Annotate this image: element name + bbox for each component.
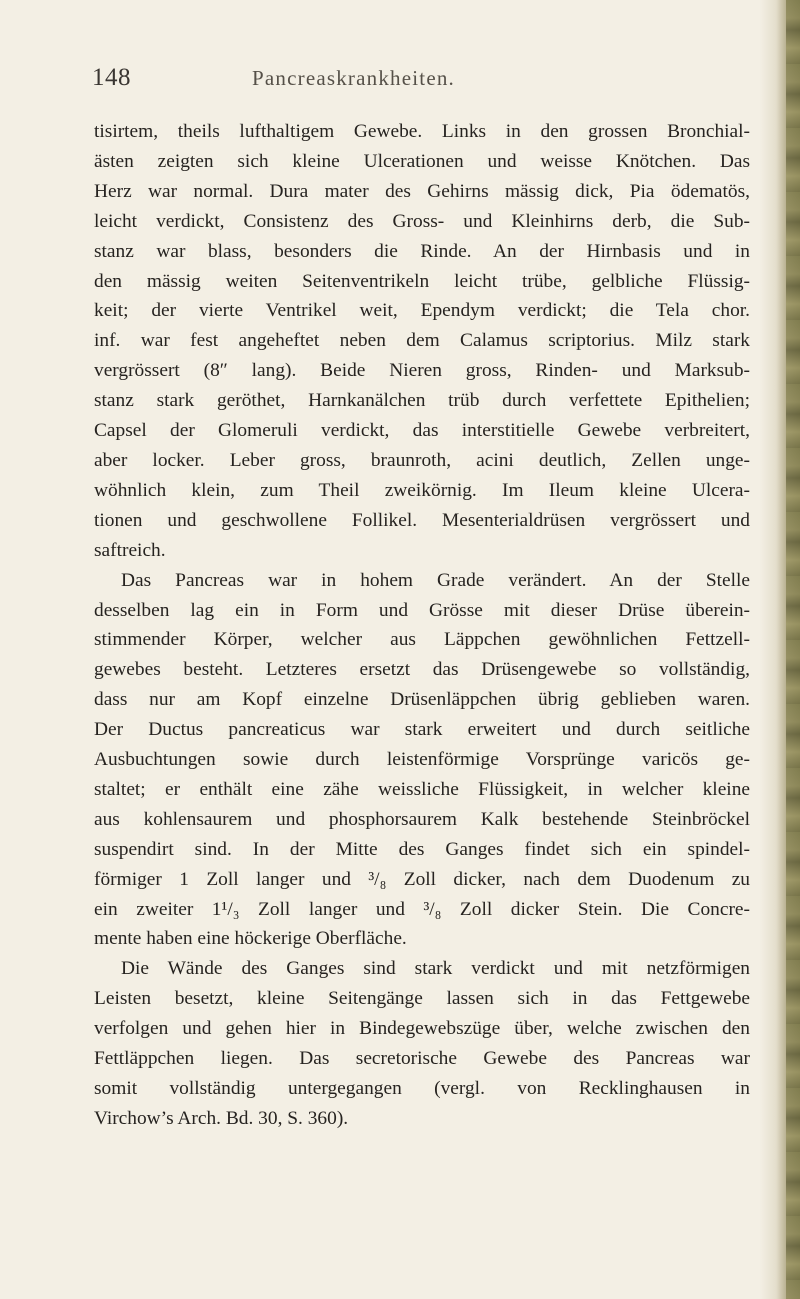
text-line: dass nur am Kopf einzelne Drüsenläppchen übrig geblieben waren. xyxy=(94,689,750,711)
text-line: Das Pancreas war in hohem Grade verändert. An der Stelle xyxy=(121,569,750,591)
text-line: gewebes besteht. Letzteres ersetzt das Drüsengewebe so vollständig, xyxy=(94,659,750,681)
text-line: Die Wände des Ganges sind stark verdickt und mit netzförmigen xyxy=(121,958,750,980)
text-line: wöhnlich klein, zum Theil zweikörnig. Im Ileum kleine Ulcera- xyxy=(94,479,750,501)
text-line: somit vollständig untergegangen (vergl. von Recklinghausen in xyxy=(94,1078,750,1099)
text-line: förmiger 1 Zoll langer und ³/₈ Zoll dicker, nach dem Duodenum zu xyxy=(94,868,750,890)
text-line: aus kohlensaurem und phosphorsaurem Kalk bestehende Steinbröckel xyxy=(94,808,750,830)
text-line: stanz war blass, besonders die Rinde. An der Hirnbasis und in xyxy=(94,240,750,262)
text-line: leicht verdickt, Consistenz des Gross- und Kleinhirns derb, die Sub- xyxy=(94,210,750,232)
text-line: staltet; er enthält eine zähe weissliche Flüssigkeit, in welcher kleine xyxy=(94,778,750,800)
text-line: suspendirt sind. In der Mitte des Ganges findet sich ein spindel- xyxy=(94,838,750,860)
text-line: ästen zeigten sich kleine Ulcerationen und weisse Knötchen. Das xyxy=(94,150,750,172)
text-line: stimmender Körper, welcher aus Läppchen gewöhnlichen Fettzell- xyxy=(94,629,750,651)
running-title: Pancreaskrankheiten. xyxy=(252,66,456,90)
text-line: mente haben eine höckerige Oberfläche. xyxy=(94,928,407,950)
text-line: ein zweiter 1¹/₃ Zoll langer und ³/₈ Zoll dicker Stein. Die Concre- xyxy=(94,898,750,920)
text-line: verfolgen und gehen hier in Bindegewebszüge über, welche zwischen den xyxy=(94,1018,750,1040)
text-line: tionen und geschwollene Follikel. Mesenterialdrüsen vergrössert und xyxy=(94,509,750,531)
text-line: Fettläppchen liegen. Das secretorische Gewebe des Pancreas war xyxy=(94,1048,750,1070)
body-text xyxy=(94,117,750,1134)
text-line: desselben lag ein in Form und Grösse mit dieser Drüse überein- xyxy=(94,599,750,621)
text-line: Leisten besetzt, kleine Seitengänge lassen sich in das Fettgewebe xyxy=(94,988,750,1010)
text-line: inf. war fest angeheftet neben dem Calamus scriptorius. Milz stark xyxy=(94,330,750,352)
text-line: Capsel der Glomeruli verdickt, das interstitielle Gewebe verbreitert, xyxy=(94,420,750,442)
text-line: vergrössert (8″ lang). Beide Nieren gross, Rinden- und Marksub- xyxy=(94,360,750,382)
text-line: Herz war normal. Dura mater des Gehirns mässig dick, Pia ödematös, xyxy=(94,180,750,202)
text-line: Ausbuchtungen sowie durch leistenförmige Vorsprünge varicös ge- xyxy=(94,749,750,771)
text-line: Der Ductus pancreaticus war stark erweitert und durch seitliche xyxy=(94,719,750,741)
text-line: aber locker. Leber gross, braunroth, acini deutlich, Zellen unge- xyxy=(94,449,750,471)
text-line: keit; der vierte Ventrikel weit, Ependym verdickt; die Tela chor. xyxy=(94,300,750,322)
paragraph-duct-walls xyxy=(94,954,750,1133)
text-line: tisirtem, theils lufthaltigem Gewebe. Links in den grossen Bronchial- xyxy=(94,121,750,142)
paragraph-autopsy-findings xyxy=(94,117,750,566)
text-line: Virchow’s Arch. Bd. 30, S. 360). xyxy=(94,1107,349,1129)
paragraph-pancreas xyxy=(94,566,750,955)
text-line: saftreich. xyxy=(94,539,166,561)
page-number: 148 xyxy=(92,64,131,91)
page-edge-binding xyxy=(786,0,800,1299)
text-line: den mässig weiten Seitenventrikeln leicht trübe, gelbliche Flüssig- xyxy=(94,270,750,292)
text-line: stanz stark geröthet, Harnkanälchen trüb durch verfettete Epithelien; xyxy=(94,390,750,412)
running-head xyxy=(92,64,752,104)
